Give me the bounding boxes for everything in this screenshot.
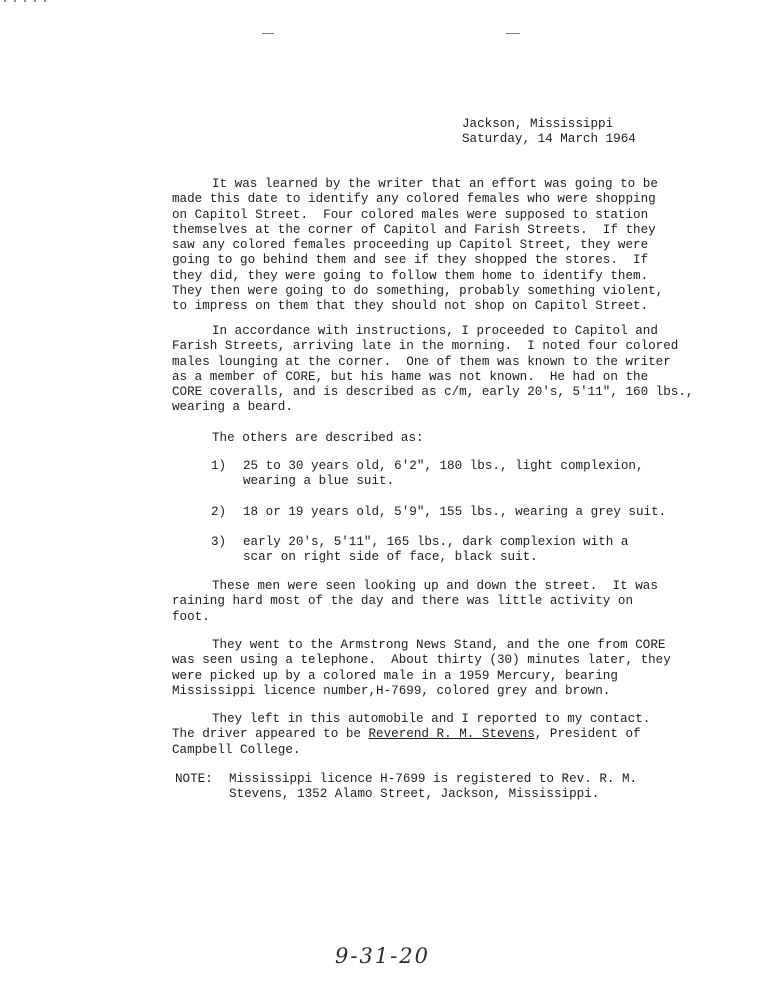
list-item: [243, 505, 693, 520]
header-date: Saturday, 14 March 1964: [462, 132, 636, 147]
paragraph-4: [172, 579, 692, 625]
scan-mark: [506, 33, 520, 34]
text-line: foot.: [172, 609, 210, 624]
paragraph-3: [172, 431, 692, 446]
text-line: were picked up by a colored male in a 1959 Mercury, bearing: [172, 668, 618, 683]
text-line: they did, they were going to follow them home to identify them.: [172, 268, 649, 283]
text-line: raining hard most of the day and there was little activity on: [172, 594, 634, 609]
text-line: CORE coveralls, and is described as c/m, early 20's, 5'11", 160 lbs.,: [172, 385, 694, 400]
text-line: made this date to identify any colored females who were shopping: [172, 192, 656, 207]
text-fragment: The driver appeared to be: [172, 727, 369, 742]
text-line: themselves at the corner of Capitol and Farish Streets. If they: [172, 222, 656, 237]
text-line: to impress on them that they should not shop on Capitol Street.: [172, 299, 649, 314]
text-line: Campbell College.: [172, 742, 301, 757]
edge-mark: [24, 0, 26, 2]
text-line: These men were seen looking up and down the street. It was: [212, 579, 658, 593]
underlined-name: Reverend R. M. Stevens: [368, 727, 535, 742]
text-line: early 20's, 5'11", 165 lbs., dark complexion with a: [243, 535, 629, 549]
text-line: Farish Streets, arriving late in the morning. I noted four colored: [172, 339, 679, 354]
text-line: going to go behind them and see if they shopped the stores. If: [172, 253, 649, 268]
paragraph-5: [172, 638, 692, 699]
scan-mark: [262, 33, 274, 34]
text-line: The others are described as:: [212, 431, 424, 445]
paragraph-1: [172, 177, 692, 315]
list-item: [243, 459, 693, 490]
text-line: Stevens, 1352 Alamo Street, Jackson, Mississippi.: [229, 787, 600, 802]
text-line: was seen using a telephone. About thirty (30) minutes later, they: [172, 653, 671, 668]
text-line: on Capitol Street. Four colored males were supposed to station: [172, 207, 649, 222]
text-line: They went to the Armstrong News Stand, and the one from CORE: [212, 638, 666, 652]
text-line: saw any colored females proceeding up Capitol Street, they were: [172, 238, 649, 253]
text-line: In accordance with instructions, I proceeded to Capitol and: [212, 324, 658, 338]
text-line: 25 to 30 years old, 6'2", 180 lbs., light complexion,: [243, 459, 644, 473]
edge-mark: [4, 0, 6, 2]
text-line: It was learned by the writer that an effort was going to be: [212, 177, 658, 191]
edge-mark: [44, 0, 46, 2]
note-text: [229, 772, 699, 803]
list-item: [243, 535, 693, 566]
edge-mark: [34, 0, 36, 2]
text-line: 18 or 19 years old, 5'9", 155 lbs., wearing a grey suit.: [243, 505, 667, 519]
list-number: 3): [211, 535, 227, 549]
text-line: wearing a beard.: [172, 400, 293, 415]
text-line: scar on right side of face, black suit.: [243, 550, 538, 565]
letter-header: [462, 117, 636, 148]
list-number: 2): [211, 505, 227, 519]
handwritten-number: 9-31-20: [335, 944, 430, 968]
text-line: They then were going to do something, probably something violent,: [172, 284, 664, 299]
text-line: Mississippi licence number,H-7699, colored grey and brown.: [172, 683, 611, 698]
edge-mark: [14, 0, 16, 2]
text-line: males lounging at the corner. One of them was known to the writer: [172, 354, 671, 369]
list-number: 1): [211, 459, 227, 473]
header-city: Jackson, Mississippi: [462, 117, 614, 131]
text-line: as a member of CORE, but his hame was not known. He had on the: [172, 369, 649, 384]
text-fragment: , President of: [534, 727, 641, 742]
note-label: NOTE:: [175, 772, 213, 786]
text-line: [172, 727, 692, 742]
text-line: They left in this automobile and I reported to my contact.: [212, 712, 651, 726]
text-line: Mississippi licence H-7699 is registered to Rev. R. M.: [229, 772, 638, 786]
text-line: wearing a blue suit.: [243, 474, 395, 489]
paragraph-6: [172, 712, 692, 758]
paragraph-2: [172, 324, 692, 416]
